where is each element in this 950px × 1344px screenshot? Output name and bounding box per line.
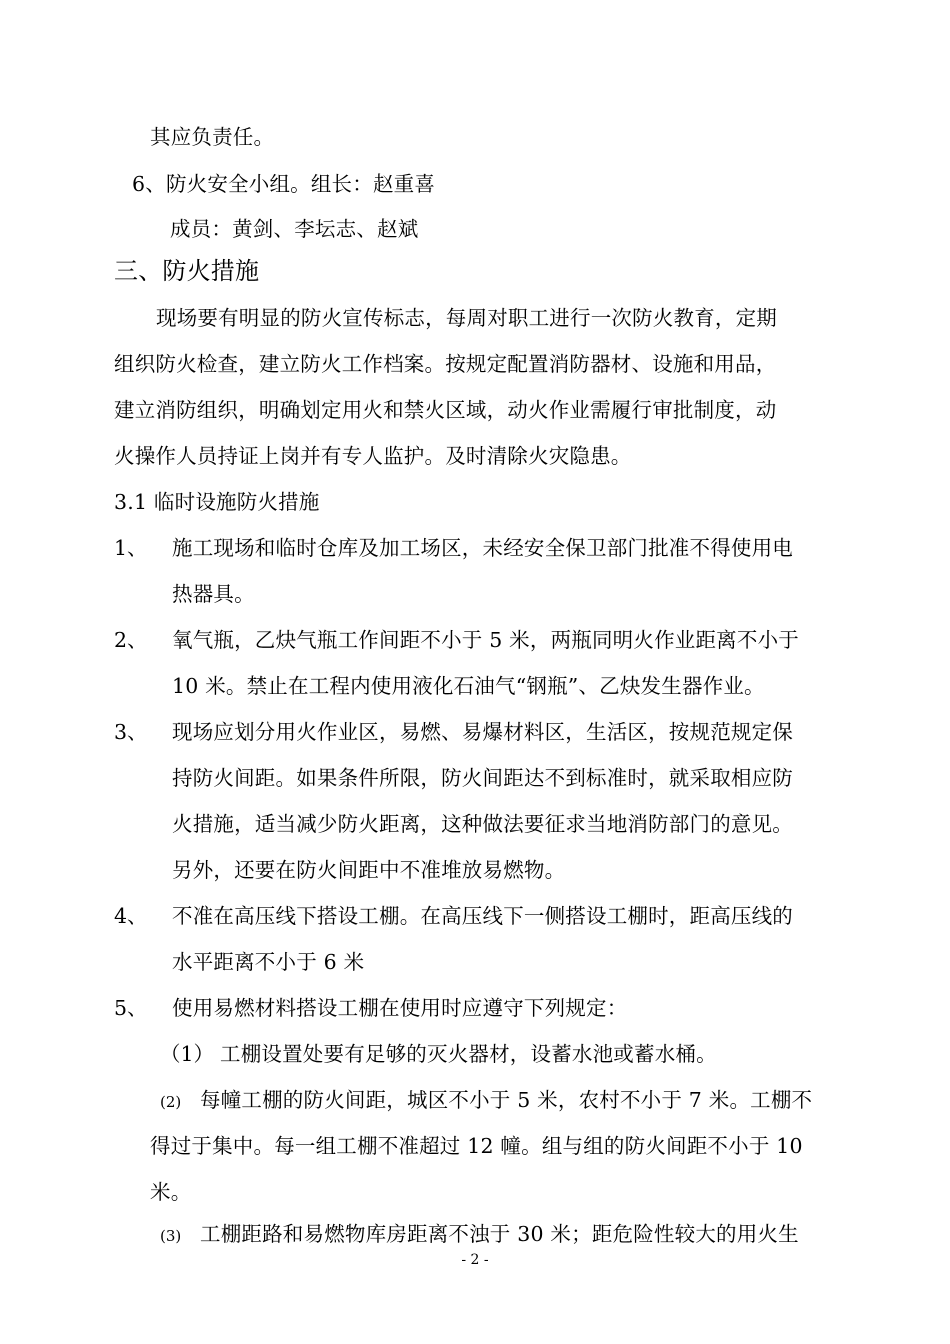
section-heading: 三、防火措施: [114, 257, 260, 285]
sub-item-line: 工棚距路和易燃物库房距离不浊于 30 米；距危险性较大的用火生: [200, 1222, 799, 1246]
list-item-line: 氧气瓶，乙炔气瓶工作间距不小于 5 米，两瓶同明火作业距离不小于: [172, 628, 799, 652]
subsection-heading: 3.1 临时设施防火措施: [114, 490, 320, 514]
list-item-number: 5、: [114, 996, 148, 1020]
list-item-line: 水平距离不小于 6 米: [172, 950, 365, 974]
paragraph-line: 建立消防组织，明确划定用火和禁火区域，动火作业需履行审批制度，动: [114, 398, 777, 422]
team-leader-line: 6、防火安全小组。组长：赵重喜: [132, 172, 436, 196]
list-item-line: 热器具。: [172, 582, 255, 606]
list-item-line: 火措施，适当减少防火距离，这种做法要征求当地消防部门的意见。: [172, 812, 793, 836]
sub-item-number: (3): [160, 1227, 182, 1245]
sub-item-line: 米。: [150, 1180, 192, 1204]
list-item-line: 10 米。禁止在工程内使用液化石油气“钢瓶”、乙炔发生器作业。: [172, 674, 765, 698]
list-item-line: 施工现场和临时仓库及加工场区，未经安全保卫部门批准不得使用电: [172, 536, 793, 560]
text-line: 其应负责任。: [150, 125, 275, 149]
list-item-line: 使用易燃材料搭设工棚在使用时应遵守下列规定：: [172, 996, 628, 1020]
sub-item-line: 得过于集中。每一组工棚不准超过 12 幢。组与组的防火间距不小于 10: [150, 1134, 803, 1158]
paragraph-line: 火操作人员持证上岗并有专人监护。及时清除火灾隐患。: [114, 444, 632, 468]
sub-item-number: （1）: [160, 1042, 215, 1066]
list-item-number: 2、: [114, 628, 148, 652]
list-item-line: 另外，还要在防火间距中不准堆放易燃物。: [172, 858, 566, 882]
list-item-number: 1、: [114, 536, 148, 560]
list-item-number: 4、: [114, 904, 148, 928]
list-item-line: 不准在高压线下搭设工棚。在高压线下一侧搭设工棚时，距高压线的: [172, 904, 793, 928]
paragraph-line: 现场要有明显的防火宣传标志，每周对职工进行一次防火教育，定期: [156, 306, 777, 330]
list-item-number: 3、: [114, 720, 148, 744]
list-item-line: 持防火间距。如果条件所限，防火间距达不到标准时，就采取相应防: [172, 766, 793, 790]
sub-item-line: 每幢工棚的防火间距，城区不小于 5 米，农村不小于 7 米。工棚不: [200, 1088, 813, 1112]
team-members-line: 成员：黄剑、李坛志、赵斌: [170, 217, 419, 241]
paragraph-line: 组织防火检查，建立防火工作档案。按规定配置消防器材、设施和用品，: [114, 352, 777, 376]
page-number: - 2 -: [461, 1252, 489, 1268]
sub-item-number: (2): [160, 1093, 182, 1111]
sub-item-line: 工棚设置处要有足够的灭火器材，设蓄水池或蓄水桶。: [220, 1042, 717, 1066]
list-item-line: 现场应划分用火作业区，易燃、易爆材料区，生活区，按规范规定保: [172, 720, 793, 744]
